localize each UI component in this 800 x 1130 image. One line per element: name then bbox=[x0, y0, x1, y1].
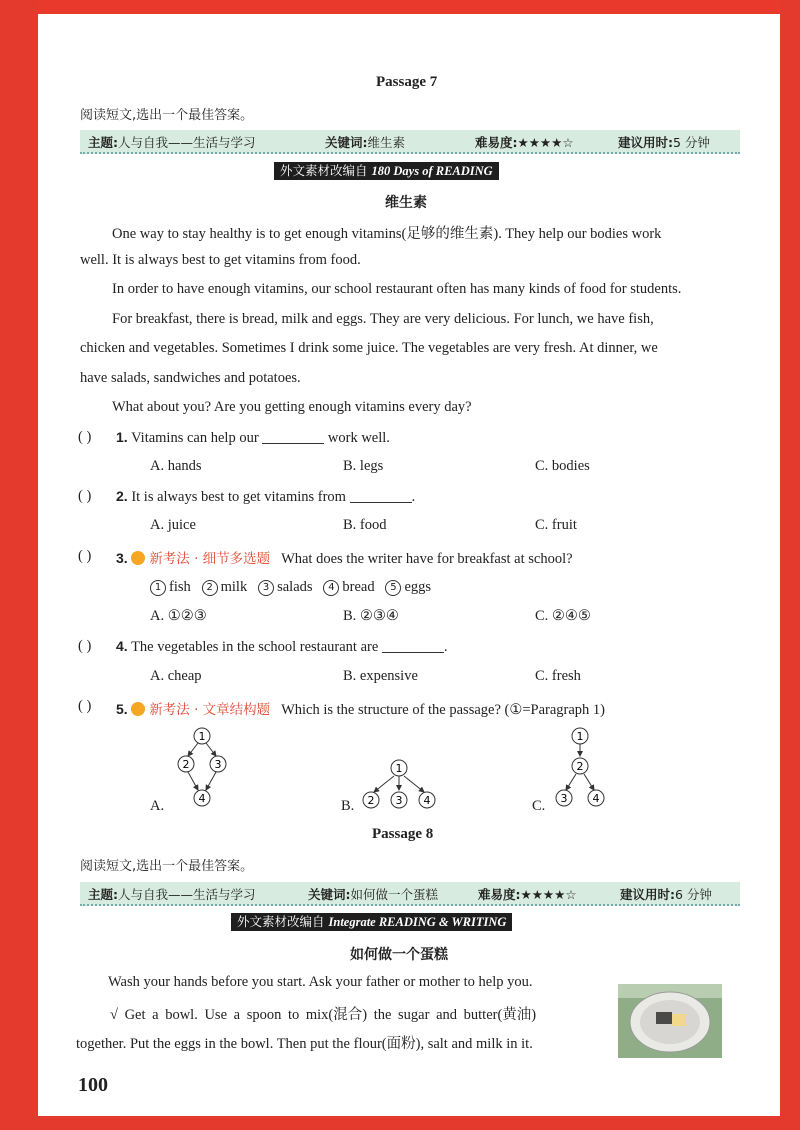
choice-item-text: bread bbox=[342, 579, 375, 595]
theme-value: 人与自我——生活与学习 bbox=[118, 135, 256, 150]
difficulty-stars: ★★★★☆ bbox=[520, 887, 577, 902]
paragraph-line: √ Get a bowl. Use a spoon to mix(混合) the sugar and butter(黄油) bbox=[110, 1007, 537, 1023]
lightbulb-icon bbox=[131, 702, 145, 716]
node-label: 2 bbox=[367, 794, 375, 807]
structure-diagram-c bbox=[550, 726, 620, 816]
circled-number: 4 bbox=[323, 580, 339, 596]
passage-7-title: Passage 7 bbox=[376, 74, 438, 90]
question-4 bbox=[116, 638, 448, 656]
passage-8-heading: 如何做一个蛋糕 bbox=[350, 947, 448, 963]
difficulty-label: 难易度: bbox=[478, 887, 521, 902]
choice-item-text: eggs bbox=[404, 579, 432, 595]
answer-blank bbox=[262, 431, 324, 444]
passage-7-meta-bar bbox=[80, 130, 740, 154]
node bbox=[391, 760, 407, 776]
theme-label: 主题: bbox=[88, 887, 118, 902]
question-1 bbox=[116, 429, 390, 447]
option-c[interactable]: C. bodies bbox=[535, 458, 590, 474]
node bbox=[419, 792, 435, 808]
keyword-value: 如何做一个蛋糕 bbox=[350, 887, 439, 902]
question-number: 5. bbox=[116, 701, 128, 717]
structure-diagram-a bbox=[168, 726, 238, 816]
node-label: 4 bbox=[198, 792, 206, 805]
node-label: 1 bbox=[198, 730, 206, 743]
option-a[interactable]: A. cheap bbox=[150, 668, 202, 684]
paragraph-line: In order to have enough vitamins, our school restaurant often has many kinds of food for students. bbox=[112, 281, 682, 297]
option-b[interactable]: B. expensive bbox=[343, 668, 418, 684]
answer-paren[interactable]: ( ) bbox=[78, 638, 92, 654]
node-label: 3 bbox=[395, 794, 403, 807]
paragraph-line: What about you? Are you getting enough vitamins every day? bbox=[112, 399, 472, 415]
paragraph-line: have salads, sandwiches and potatoes. bbox=[80, 370, 301, 386]
structure-diagram-b bbox=[360, 758, 440, 818]
answer-paren[interactable]: ( ) bbox=[78, 698, 92, 714]
question-text: The vegetables in the school restaurant are bbox=[131, 639, 379, 655]
circled-number: 3 bbox=[258, 580, 274, 596]
passage-7-heading: 维生素 bbox=[385, 195, 427, 211]
answer-blank bbox=[350, 490, 412, 503]
node bbox=[210, 756, 226, 772]
question-tag: 新考法 · 细节多选题 bbox=[149, 551, 271, 567]
page-border-left bbox=[0, 0, 38, 1130]
question-3 bbox=[116, 547, 573, 568]
answer-paren[interactable]: ( ) bbox=[78, 548, 92, 564]
node-label: 4 bbox=[423, 794, 431, 807]
page-border-bottom bbox=[0, 1116, 800, 1130]
node-label: 1 bbox=[395, 762, 403, 775]
passage-8-meta-bar bbox=[80, 882, 740, 906]
option-b[interactable]: B. ②③④ bbox=[343, 608, 399, 624]
difficulty-stars: ★★★★☆ bbox=[517, 135, 574, 150]
theme-label: 主题: bbox=[88, 135, 118, 150]
node bbox=[572, 758, 588, 774]
option-b[interactable]: B. legs bbox=[343, 458, 384, 474]
node bbox=[391, 792, 407, 808]
node-label: 2 bbox=[576, 760, 584, 773]
question-number: 2. bbox=[116, 488, 128, 504]
node bbox=[194, 790, 210, 806]
question-tag: 新考法 · 文章结构题 bbox=[149, 702, 271, 718]
keyword-value: 维生素 bbox=[367, 135, 406, 150]
keyword-label: 关键词: bbox=[308, 887, 351, 902]
time-label: 建议用时: bbox=[618, 135, 673, 150]
source-prefix: 外文素材改编自 bbox=[237, 914, 325, 929]
question-2 bbox=[116, 488, 415, 506]
node-label: 4 bbox=[592, 792, 600, 805]
question-number: 1. bbox=[116, 429, 128, 445]
node-label: 3 bbox=[560, 792, 568, 805]
node-label: 3 bbox=[214, 758, 222, 771]
passage-8-title: Passage 8 bbox=[372, 826, 434, 842]
option-c[interactable]: C. fruit bbox=[535, 517, 577, 533]
option-a[interactable]: A. hands bbox=[150, 458, 202, 474]
page-border-right bbox=[780, 0, 800, 1130]
difficulty-label: 难易度: bbox=[475, 135, 518, 150]
option-a[interactable]: A. bbox=[150, 798, 165, 814]
time-value: 6 分钟 bbox=[675, 887, 712, 902]
question-text: Vitamins can help our bbox=[131, 430, 259, 446]
paragraph-line: together. Put the eggs in the bowl. Then put the flour(面粉), salt and milk in it. bbox=[76, 1036, 533, 1052]
paragraph-line: For breakfast, there is bread, milk and eggs. They are very delicious. For lunch, we have fish, bbox=[112, 311, 654, 327]
paragraph-line: well. It is always best to get vitamins from food. bbox=[80, 252, 361, 268]
question-5 bbox=[116, 698, 605, 719]
question-text-end: . bbox=[443, 639, 448, 655]
bowl-illustration bbox=[618, 984, 722, 1058]
keyword-label: 关键词: bbox=[325, 135, 368, 150]
answer-paren[interactable]: ( ) bbox=[78, 488, 92, 504]
node bbox=[178, 756, 194, 772]
choice-items bbox=[150, 579, 431, 596]
paragraph-line: chicken and vegetables. Sometimes I drink some juice. The vegetables are very fresh. At dinner, we bbox=[80, 340, 658, 356]
question-text: Which is the structure of the passage? (①=Paragraph 1) bbox=[281, 702, 606, 718]
question-number: 3. bbox=[116, 550, 128, 566]
source-title: Integrate READING & WRITING bbox=[328, 915, 507, 929]
option-a[interactable]: A. juice bbox=[150, 517, 196, 533]
answer-blank bbox=[382, 640, 444, 653]
option-b[interactable]: B. food bbox=[343, 517, 387, 533]
page bbox=[38, 34, 780, 1116]
node bbox=[194, 728, 210, 744]
lightbulb-icon bbox=[131, 551, 145, 565]
source-title: 180 Days of READING bbox=[371, 164, 493, 178]
node bbox=[363, 792, 379, 808]
theme-value: 人与自我——生活与学习 bbox=[118, 887, 256, 902]
paragraph-line: One way to stay healthy is to get enough vitamins(足够的维生素). They help our bodies work bbox=[112, 226, 662, 242]
passage-8-source bbox=[231, 913, 512, 931]
circled-number: 1 bbox=[150, 580, 166, 596]
passage-8-instruction: 阅读短文,选出一个最佳答案。 bbox=[80, 859, 254, 874]
time-label: 建议用时: bbox=[620, 887, 675, 902]
choice-item-text: salads bbox=[277, 579, 313, 595]
option-a[interactable]: A. ①②③ bbox=[150, 608, 207, 624]
passage-7-source bbox=[274, 162, 499, 180]
question-text: What does the writer have for breakfast at school? bbox=[281, 551, 573, 567]
time-value: 5 分钟 bbox=[673, 135, 710, 150]
circled-number: 2 bbox=[202, 580, 218, 596]
answer-paren[interactable]: ( ) bbox=[78, 429, 92, 445]
option-c[interactable]: C. bbox=[532, 798, 546, 814]
option-c[interactable]: C. ②④⑤ bbox=[535, 608, 591, 624]
choice-item-text: milk bbox=[220, 579, 248, 595]
question-text: It is always best to get vitamins from bbox=[131, 489, 346, 505]
page-border-top bbox=[0, 0, 800, 14]
node-label: 1 bbox=[576, 730, 584, 743]
paragraph-line: Wash your hands before you start. Ask your father or mother to help you. bbox=[108, 974, 533, 990]
source-prefix: 外文素材改编自 bbox=[280, 163, 368, 178]
question-number: 4. bbox=[116, 638, 128, 654]
choice-item-text: fish bbox=[169, 579, 191, 595]
question-text-end: work well. bbox=[327, 430, 390, 446]
option-b[interactable]: B. bbox=[341, 798, 355, 814]
node bbox=[588, 790, 604, 806]
circled-number: 5 bbox=[385, 580, 401, 596]
question-text-end: . bbox=[411, 489, 416, 505]
page-number: 100 bbox=[78, 1074, 108, 1096]
option-c[interactable]: C. fresh bbox=[535, 668, 581, 684]
node bbox=[572, 728, 588, 744]
node bbox=[556, 790, 572, 806]
node-label: 2 bbox=[182, 758, 190, 771]
passage-7-instruction: 阅读短文,选出一个最佳答案。 bbox=[80, 108, 254, 123]
